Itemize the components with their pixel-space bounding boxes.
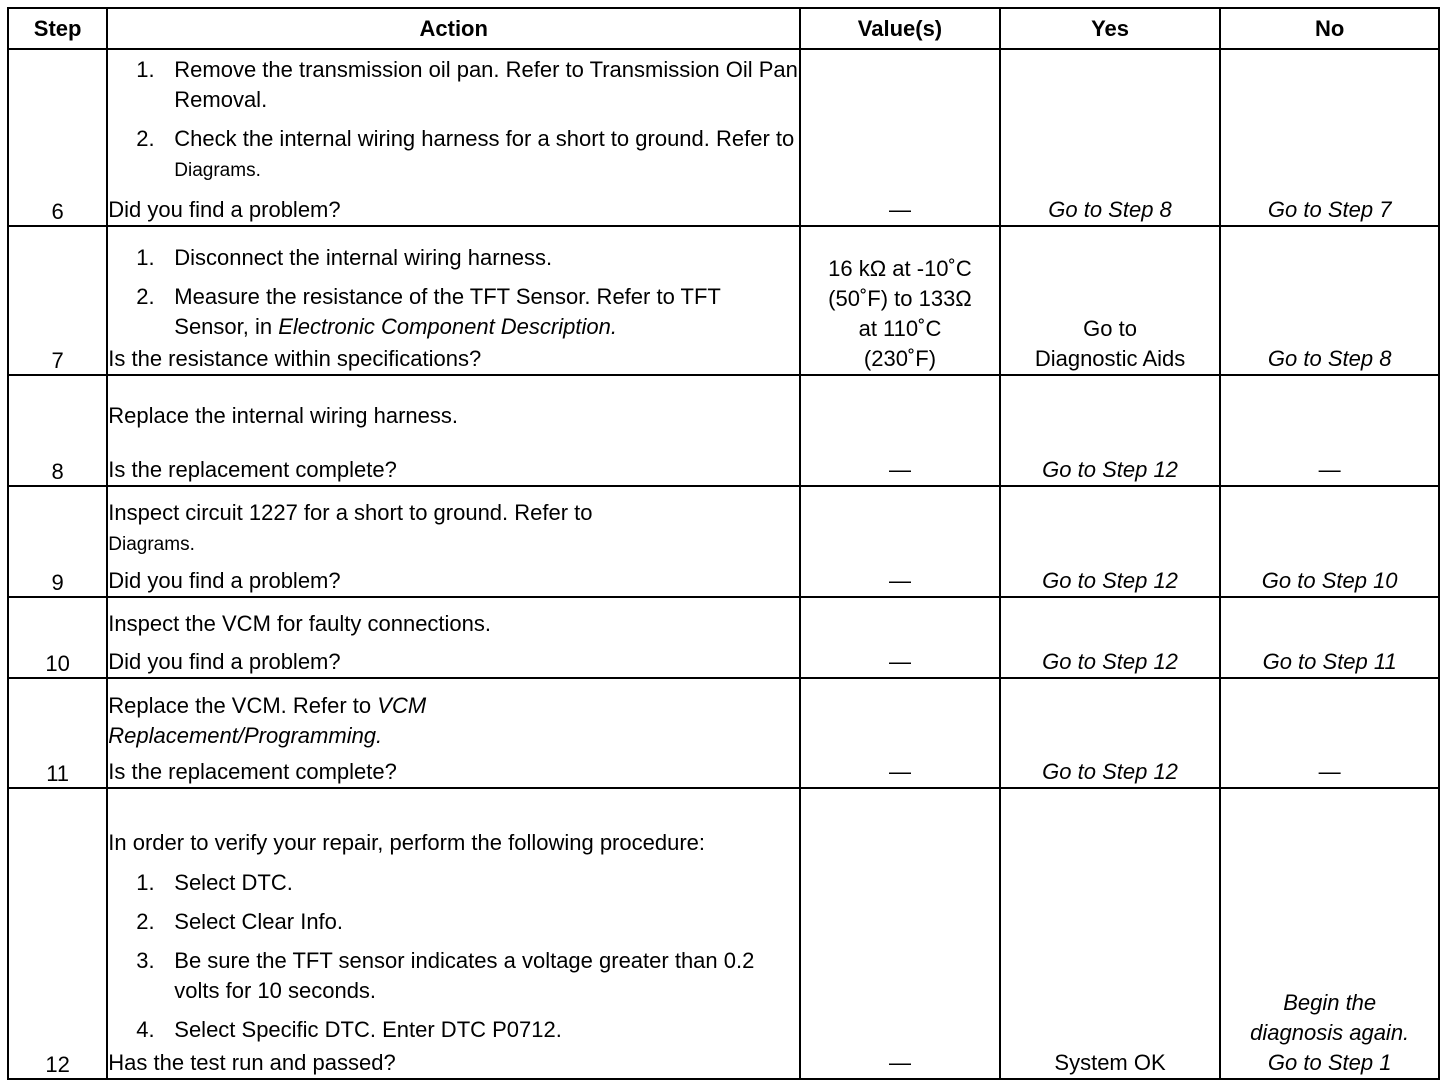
action-list: [108, 55, 799, 186]
header-values: Value(s): [800, 8, 1000, 49]
list-item: 2. Select Clear Info.: [136, 909, 344, 934]
value-cell: —: [800, 486, 1000, 597]
step-number: 8: [8, 375, 107, 486]
step-number: 10: [8, 597, 107, 678]
vcm-replacement-ref: VCM Replacement/Programming.: [108, 693, 427, 748]
table-row-step-8: [8, 375, 1439, 486]
list-item: 2. Measure the resistance of the TFT Sensor. Refer to TFT Sensor, in Electronic Component Description.: [136, 284, 721, 339]
value-cell: —: [800, 375, 1000, 486]
table-row-step-12: [8, 788, 1439, 1079]
action-list: [108, 868, 799, 1045]
list-item: 1. Disconnect the internal wiring harness.: [136, 245, 553, 270]
header-step: Step: [8, 8, 107, 49]
question-text: Did you find a problem?: [108, 197, 341, 222]
yes-cell: Go to Step 12: [1000, 375, 1221, 486]
question-text: Is the resistance within specifications?: [108, 346, 482, 371]
question-text: Has the test run and passed?: [108, 1050, 396, 1075]
yes-cell: Go to Step 12: [1000, 678, 1221, 788]
table-row-step-10: [8, 597, 1439, 678]
table-row-step-6: [8, 49, 1439, 226]
value-cell: —: [800, 49, 1000, 226]
list-item: 3. Be sure the TFT sensor indicates a voltage greater than 0.2 volts for 10 seconds.: [136, 948, 755, 1003]
action-cell: [107, 788, 800, 1079]
question-text: Is the replacement complete?: [108, 759, 397, 784]
action-text: Inspect the VCM for faulty connections.: [108, 611, 492, 636]
header-yes: Yes: [1000, 8, 1221, 49]
value-cell: —: [800, 678, 1000, 788]
list-item: 1. Select DTC.: [136, 870, 293, 895]
action-list: [108, 243, 799, 342]
yes-cell: Go to Step 12: [1000, 486, 1221, 597]
no-cell: Go to Step 8: [1220, 226, 1439, 375]
list-item: 2. Check the internal wiring harness for a short to ground. Refer to Diagrams.: [136, 126, 795, 181]
header-no: No: [1220, 8, 1439, 49]
intro-text: In order to verify your repair, perform the following procedure:: [108, 830, 705, 855]
value-line: 16 kΩ at -10˚C: [828, 256, 972, 281]
question-text: Is the replacement complete?: [108, 457, 397, 482]
step-number: 7: [8, 226, 107, 375]
action-cell: [107, 375, 800, 486]
value-line: at 110˚C: [858, 316, 942, 341]
no-cell: Go to Step 11: [1220, 597, 1439, 678]
action-cell: [107, 49, 800, 226]
diagnostic-table: [7, 7, 1440, 1080]
yes-cell: Go to Step 8: [1000, 49, 1221, 226]
step-number: 6: [8, 49, 107, 226]
no-cell: Go to Step 7: [1220, 49, 1439, 226]
yes-cell: Go to Diagnostic Aids: [1000, 226, 1221, 375]
action-cell: [107, 226, 800, 375]
table-row-step-11: [8, 678, 1439, 788]
action-text: Inspect circuit 1227 for a short to ground. Refer to Diagrams.: [108, 500, 593, 555]
no-cell: Begin the diagnosis again. Go to Step 1: [1220, 788, 1439, 1079]
no-cell: —: [1220, 375, 1439, 486]
question-text: Did you find a problem?: [108, 649, 341, 674]
component-description-ref: Electronic Component Description.: [278, 314, 617, 339]
step-number: 9: [8, 486, 107, 597]
question-text: Did you find a problem?: [108, 568, 341, 593]
yes-cell: Go to Step 12: [1000, 597, 1221, 678]
value-line: (230˚F): [863, 346, 937, 371]
action-text: Replace the internal wiring harness.: [108, 403, 459, 428]
step-number: 12: [8, 788, 107, 1079]
value-cell: —: [800, 597, 1000, 678]
action-cell: [107, 597, 800, 678]
diagrams-link[interactable]: Diagrams.: [108, 534, 195, 555]
value-line: (50˚F) to 133Ω: [828, 286, 972, 311]
value-cell: [800, 226, 1000, 375]
header-row: [8, 8, 1439, 49]
table-row-step-7: [8, 226, 1439, 375]
list-item: 1. Remove the transmission oil pan. Refer to Transmission Oil Pan Removal.: [136, 57, 798, 112]
header-action: Action: [107, 8, 800, 49]
action-text: Replace the VCM. Refer to VCM Replacement/Programming.: [108, 693, 427, 748]
step-number: 11: [8, 678, 107, 788]
value-cell: —: [800, 788, 1000, 1079]
yes-cell: System OK: [1000, 788, 1221, 1079]
no-cell: —: [1220, 678, 1439, 788]
action-cell: [107, 486, 800, 597]
action-cell: [107, 678, 800, 788]
diagrams-link[interactable]: Diagrams.: [174, 160, 261, 181]
no-cell: Go to Step 10: [1220, 486, 1439, 597]
table-row-step-9: [8, 486, 1439, 597]
list-item: 4. Select Specific DTC. Enter DTC P0712.: [136, 1017, 562, 1042]
